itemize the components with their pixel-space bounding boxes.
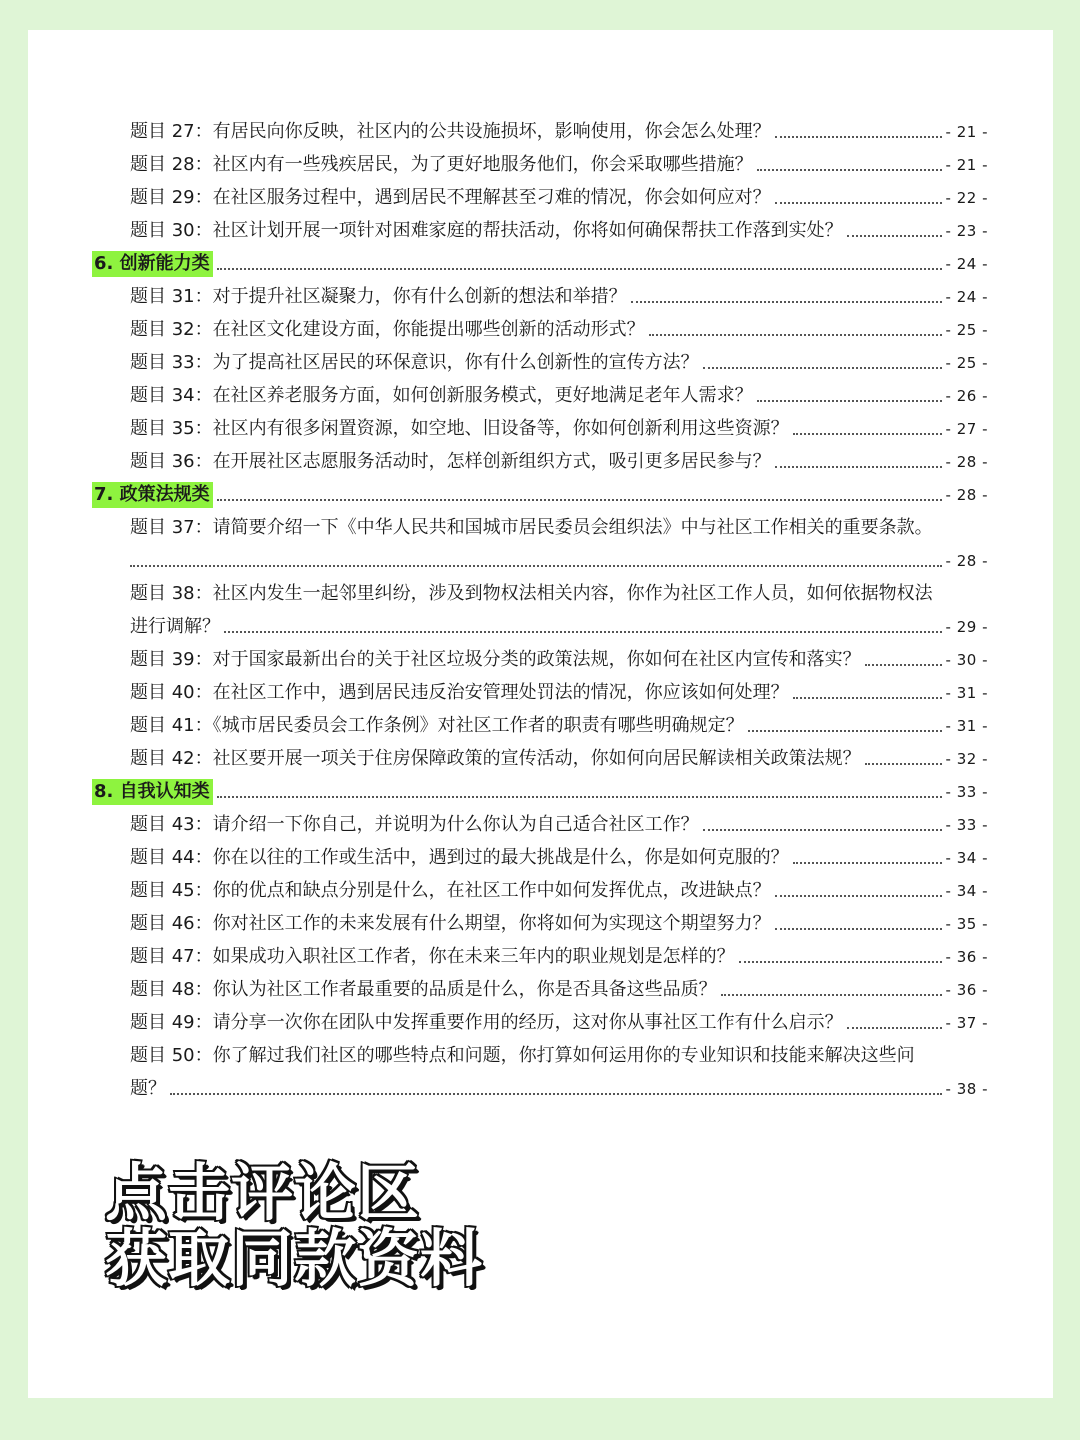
dot-leader (130, 565, 942, 567)
toc-entry-text: 题目 45：你的优点和缺点分别是什么，在社区工作中如何发挥优点，改进缺点？ (130, 880, 771, 901)
dot-leader (757, 400, 942, 402)
toc-entry-q40[interactable] (92, 673, 988, 706)
toc-entry-text: 进行调解？ (130, 616, 220, 637)
dot-leader (775, 466, 942, 468)
toc-entry-text: 题目 37：请简要介绍一下《中华人民共和国城市居民委员会组织法》中与社区工作相关的重要条款。 (130, 517, 933, 538)
toc-entry-q31[interactable] (92, 277, 988, 310)
toc-entry-q30[interactable] (92, 211, 988, 244)
dot-leader (217, 499, 942, 501)
toc-entry-q32[interactable] (92, 310, 988, 343)
category-heading: 8. 自我认知类 (92, 779, 213, 805)
toc-page-number: - 26 - (945, 387, 988, 405)
dot-leader (721, 994, 942, 996)
toc-page-number: - 28 - (945, 453, 988, 471)
toc-entry-q43[interactable] (92, 805, 988, 838)
promo-caption (105, 1156, 484, 1295)
toc-page-number: - 28 - (945, 552, 988, 570)
dot-leader (865, 664, 942, 666)
toc-entry-text: 题目 38：社区内发生一起邻里纠纷，涉及到物权法相关内容，你作为社区工作人员，如何依据物权法 (130, 583, 933, 604)
toc-category-8[interactable] (92, 772, 988, 805)
toc-page-number: - 29 - (945, 618, 988, 636)
dot-leader (793, 433, 942, 435)
dot-leader (631, 301, 942, 303)
dot-leader (649, 334, 942, 336)
dot-leader (217, 268, 942, 270)
toc-page-number: - 24 - (945, 288, 988, 306)
toc-entry-text: 题目 33：为了提高社区居民的环保意识，你有什么创新性的宣传方法？ (130, 352, 699, 373)
toc-page-number: - 22 - (945, 189, 988, 207)
dot-leader (775, 928, 942, 930)
toc-page-number: - 34 - (945, 849, 988, 867)
toc-entry-q39[interactable] (92, 640, 988, 673)
promo-line-2: 获取同款资料 (105, 1222, 484, 1295)
table-of-contents (92, 112, 988, 1102)
dot-leader (775, 202, 942, 204)
toc-page-number: - 33 - (945, 816, 988, 834)
toc-page-number: - 36 - (945, 981, 988, 999)
dot-leader (703, 367, 942, 369)
toc-entry-q49[interactable] (92, 1003, 988, 1036)
toc-entry-q37-continuation[interactable] (92, 541, 988, 574)
toc-page-number: - 34 - (945, 882, 988, 900)
toc-entry-q38[interactable] (92, 574, 988, 607)
toc-entry-q41[interactable] (92, 706, 988, 739)
toc-entry-q33[interactable] (92, 343, 988, 376)
dot-leader (847, 235, 942, 237)
dot-leader (748, 730, 942, 732)
toc-page-number: - 36 - (945, 948, 988, 966)
toc-entry-text: 题目 31：对于提升社区凝聚力，你有什么创新的想法和举措？ (130, 286, 627, 307)
category-heading: 7. 政策法规类 (92, 482, 213, 508)
toc-category-6[interactable] (92, 244, 988, 277)
toc-page-number: - 31 - (945, 717, 988, 735)
toc-entry-q37[interactable] (92, 508, 988, 541)
toc-page-number: - 28 - (945, 486, 988, 504)
toc-entry-text: 题目 41：《城市居民委员会工作条例》对社区工作者的职责有哪些明确规定？ (130, 715, 744, 736)
toc-entry-q35[interactable] (92, 409, 988, 442)
toc-entry-text: 题目 43：请介绍一下你自己，并说明为什么你认为自己适合社区工作？ (130, 814, 699, 835)
toc-entry-text: 题目 39：对于国家最新出台的关于社区垃圾分类的政策法规，你如何在社区内宣传和落实？ (130, 649, 861, 670)
toc-entry-text: 题目 50：你了解过我们社区的哪些特点和问题，你打算如何运用你的专业知识和技能来解决这些问 (130, 1045, 915, 1066)
toc-entry-q38-continuation[interactable] (92, 607, 988, 640)
toc-entry-text: 题目 48：你认为社区工作者最重要的品质是什么，你是否具备这些品质？ (130, 979, 717, 1000)
toc-entry-text: 题目 30：社区计划开展一项针对困难家庭的帮扶活动，你将如何确保帮扶工作落到实处？ (130, 220, 843, 241)
toc-page-number: - 35 - (945, 915, 988, 933)
toc-entry-text: 题目 29：在社区服务过程中，遇到居民不理解甚至刁难的情况，你会如何应对？ (130, 187, 771, 208)
dot-leader (865, 763, 942, 765)
toc-entry-text: 题目 36：在开展社区志愿服务活动时，怎样创新组织方式，吸引更多居民参与？ (130, 451, 771, 472)
dot-leader (847, 1027, 942, 1029)
toc-entry-q48[interactable] (92, 970, 988, 1003)
toc-entry-q47[interactable] (92, 937, 988, 970)
dot-leader (703, 829, 942, 831)
toc-page-number: - 23 - (945, 222, 988, 240)
dot-leader (739, 961, 942, 963)
toc-entry-q46[interactable] (92, 904, 988, 937)
toc-page-number: - 24 - (945, 255, 988, 273)
toc-entry-q29[interactable] (92, 178, 988, 211)
toc-entry-text: 题目 44：你在以往的工作或生活中，遇到过的最大挑战是什么，你是如何克服的？ (130, 847, 789, 868)
toc-category-7[interactable] (92, 475, 988, 508)
toc-page-number: - 31 - (945, 684, 988, 702)
toc-page-number: - 37 - (945, 1014, 988, 1032)
toc-entry-text: 题目 32：在社区文化建设方面，你能提出哪些创新的活动形式？ (130, 319, 645, 340)
toc-entry-text: 题目 28：社区内有一些残疾居民，为了更好地服务他们，你会采取哪些措施？ (130, 154, 753, 175)
dot-leader (224, 631, 942, 633)
toc-entry-q45[interactable] (92, 871, 988, 904)
toc-entry-q50-continuation[interactable] (92, 1069, 988, 1102)
toc-entry-text: 题？ (130, 1078, 166, 1099)
toc-entry-text: 题目 49：请分享一次你在团队中发挥重要作用的经历，这对你从事社区工作有什么启示？ (130, 1012, 843, 1033)
dot-leader (775, 895, 942, 897)
dot-leader (170, 1093, 942, 1095)
toc-entry-q44[interactable] (92, 838, 988, 871)
toc-page-number: - 21 - (945, 156, 988, 174)
toc-page-number: - 38 - (945, 1080, 988, 1098)
toc-entry-text: 题目 42：社区要开展一项关于住房保障政策的宣传活动，你如何向居民解读相关政策法规？ (130, 748, 861, 769)
toc-entry-text: 题目 47：如果成功入职社区工作者，你在未来三年内的职业规划是怎样的？ (130, 946, 735, 967)
dot-leader (217, 796, 942, 798)
toc-entry-q34[interactable] (92, 376, 988, 409)
promo-line-1: 点击评论区 (105, 1156, 421, 1229)
toc-entry-text: 题目 34：在社区养老服务方面，如何创新服务模式，更好地满足老年人需求？ (130, 385, 753, 406)
toc-page-number: - 25 - (945, 354, 988, 372)
dot-leader (775, 136, 942, 138)
toc-page-number: - 33 - (945, 783, 988, 801)
toc-page-number: - 30 - (945, 651, 988, 669)
toc-entry-text: 题目 35：社区内有很多闲置资源，如空地、旧设备等，你如何创新利用这些资源？ (130, 418, 789, 439)
dot-leader (757, 169, 942, 171)
toc-entry-text: 题目 27：有居民向你反映，社区内的公共设施损坏，影响使用，你会怎么处理？ (130, 121, 771, 142)
toc-entry-text: 题目 40：在社区工作中，遇到居民违反治安管理处罚法的情况，你应该如何处理？ (130, 682, 789, 703)
toc-page-number: - 21 - (945, 123, 988, 141)
dot-leader (793, 697, 942, 699)
category-heading: 6. 创新能力类 (92, 251, 213, 277)
toc-entry-q36[interactable] (92, 442, 988, 475)
toc-entry-q28[interactable] (92, 145, 988, 178)
toc-page-number: - 25 - (945, 321, 988, 339)
toc-page-number: - 32 - (945, 750, 988, 768)
toc-entry-q42[interactable] (92, 739, 988, 772)
toc-page-number: - 27 - (945, 420, 988, 438)
toc-entry-text: 题目 46：你对社区工作的未来发展有什么期望，你将如何为实现这个期望努力？ (130, 913, 771, 934)
toc-entry-q50[interactable] (92, 1036, 988, 1069)
toc-entry-q27[interactable] (92, 112, 988, 145)
dot-leader (793, 862, 942, 864)
